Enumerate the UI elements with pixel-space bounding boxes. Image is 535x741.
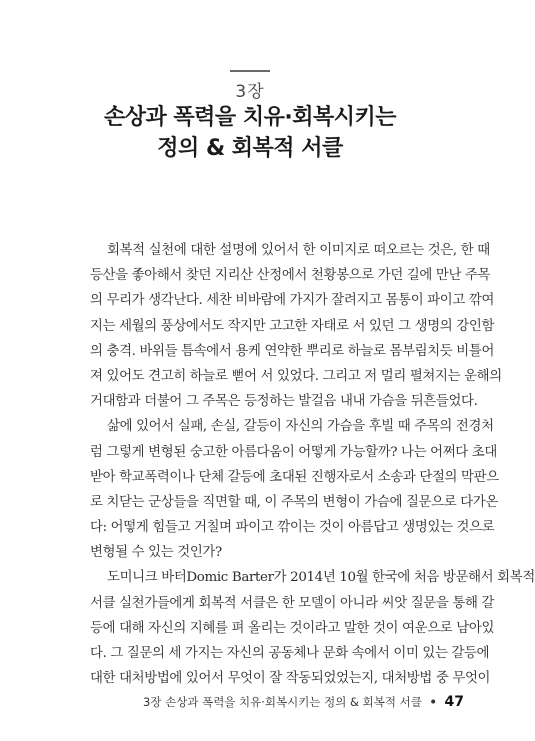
text-line: 도미니크 바터Domic Barter가 2014년 10월 한국에 처음 방문해서 회복적 xyxy=(107,570,535,586)
footer-separator: • xyxy=(429,695,437,709)
text-line: 의 충격. 바위들 틈속에서 용케 연약한 뿌리로 하늘로 몸부림치듯 비틀어 xyxy=(90,343,495,359)
chapter-title-line-1: 손상과 폭력을 치유·회복시키는 xyxy=(104,105,396,130)
text-line: 져 있어도 견고히 하늘로 뻗어 서 있었다. 그리고 저 멀리 펼쳐지는 운해의 xyxy=(90,368,502,384)
text-line: 지는 세월의 풍상에서도 작지만 고고한 자태로 서 있던 그 생명의 강인함 xyxy=(90,318,495,334)
chapter-label: 3장 xyxy=(235,82,265,102)
body-text xyxy=(90,238,535,691)
text-line: 의 무리가 생각난다. 세찬 비바람에 가지가 잘려지고 몸통이 파이고 깎여 xyxy=(90,293,495,309)
text-line: 대한 대처방법에 있어서 무엇이 잘 작동되었었는지, 대처방법 중 무엇이 xyxy=(90,671,491,687)
text-line: 럼 그렇게 변형된 숭고한 아름다움이 어떻게 가능할까? 나는 어쩌다 초대 xyxy=(90,444,497,460)
text-line: 등에 대해 자신의 지혜를 펴 올리는 것이라고 말한 것이 여운으로 남아있 xyxy=(90,620,495,636)
page-number: 47 xyxy=(444,694,464,710)
text-line: 등산을 좋아해서 찾던 지리산 산정에서 천황봉으로 가던 길에 만난 주목 xyxy=(90,268,491,284)
chapter-title-line-2: 정의 & 회복적 서클 xyxy=(157,136,343,161)
text-line: 회복적 실천에 대한 설명에 있어서 한 이미지로 떠오르는 것은, 한 때 xyxy=(107,243,490,258)
text-line: 로 치닫는 군상들을 직면할 때, 이 주목의 변형이 가슴에 질문으로 다가온 xyxy=(90,494,498,510)
chapter-rule xyxy=(230,70,270,72)
text-line: 다: 어떻게 힘들고 거칠며 파이고 깎이는 것이 아름답고 생명있는 것으로 xyxy=(90,520,495,536)
running-head: 3장 손상과 폭력을 치유·회복시키는 정의 & 회복적 서클 xyxy=(143,695,422,709)
text-line: 받아 학교폭력이나 단체 갈등에 초대된 진행자로서 소송과 단절의 막판으 xyxy=(90,469,499,485)
page-footer xyxy=(143,694,464,710)
text-line: 서클 실천가들에게 회복적 서클은 한 모델이 아니라 씨앗 질문을 통해 갈 xyxy=(90,595,495,611)
text-line: 변형될 수 있는 것인가? xyxy=(90,545,222,561)
text-line: 거대함과 더불어 그 주목은 등정하는 발걸음 내내 가슴을 뒤흔들었다. xyxy=(90,394,478,410)
text-line: 다. 그 질문의 세 가지는 자신의 공동체나 문화 속에서 이미 있는 갈등에 xyxy=(90,646,490,661)
text-line: 삶에 있어서 실패, 손실, 갈등이 자신의 가슴을 후빌 때 주목의 전경처 xyxy=(107,419,494,435)
